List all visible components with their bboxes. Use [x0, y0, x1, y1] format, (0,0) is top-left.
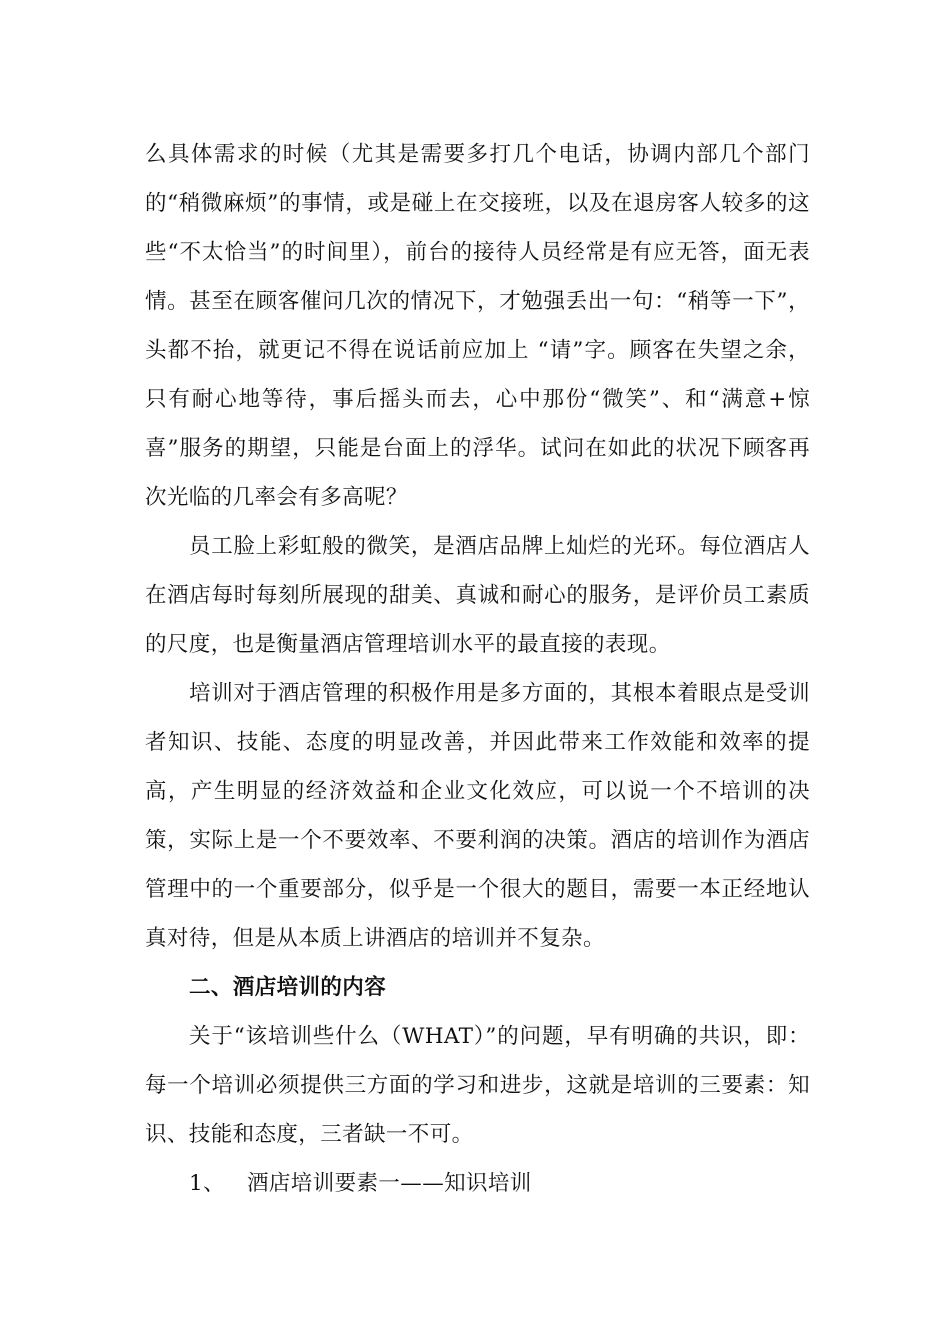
document-body: [145, 130, 810, 1208]
list-item: [145, 1159, 810, 1208]
list-item-text: 酒店培训要素一——知识培训: [247, 1171, 532, 1196]
list-item-number: 1、: [189, 1171, 225, 1196]
paragraph-training-content: 关于“该培训些什么（WHAT）”的问题，早有明确的共识，即：每一个培训必须提供三方面的学习和进步，这就是培训的三要素：知识、技能和态度，三者缺一不可。: [145, 1024, 810, 1147]
paragraph-training-role: 培训对于酒店管理的积极作用是多方面的，其根本着眼点是受训者知识、技能、态度的明显改善，并因此带来工作效能和效率的提高，产生明显的经济效益和企业文化效应，可以说一个不培训的决策，实际上是一个不要效率、不要利润的决策。酒店的培训作为酒店管理中的一个重要部分，似乎是一个很大的题目，需要一本正经地认真对待，但是从本质上讲酒店的培训并不复杂。: [145, 681, 810, 951]
paragraph-continued: 么具体需求的时候（尤其是需要多打几个电话，协调内部几个部门的“稍微麻烦”的事情，或是碰上在交接班，以及在退房客人较多的这些“不太恰当”的时间里），前台的接待人员经常是有应无答，面无表情。甚至在顾客催问几次的情况下，才勉强丢出一句：“稍等一下”，头都不抬，就更记不得在说话前应加上 “请”字。顾客在失望之余，只有耐心地等待，事后摇头而去，心中那份“微笑”、和“满意+惊喜”服务的期望，只能是台面上的浮华。试问在如此的状况下顾客再次光临的几率会有多高呢？: [145, 142, 810, 510]
paragraph-smile-brand: 员工脸上彩虹般的微笑，是酒店品牌上灿烂的光环。每位酒店人在酒店每时每刻所展现的甜美、真诚和耐心的服务，是评价员工素质的尺度，也是衡量酒店管理培训水平的最直接的表现。: [145, 534, 810, 657]
section-heading: 二、酒店培训的内容: [189, 975, 387, 1000]
